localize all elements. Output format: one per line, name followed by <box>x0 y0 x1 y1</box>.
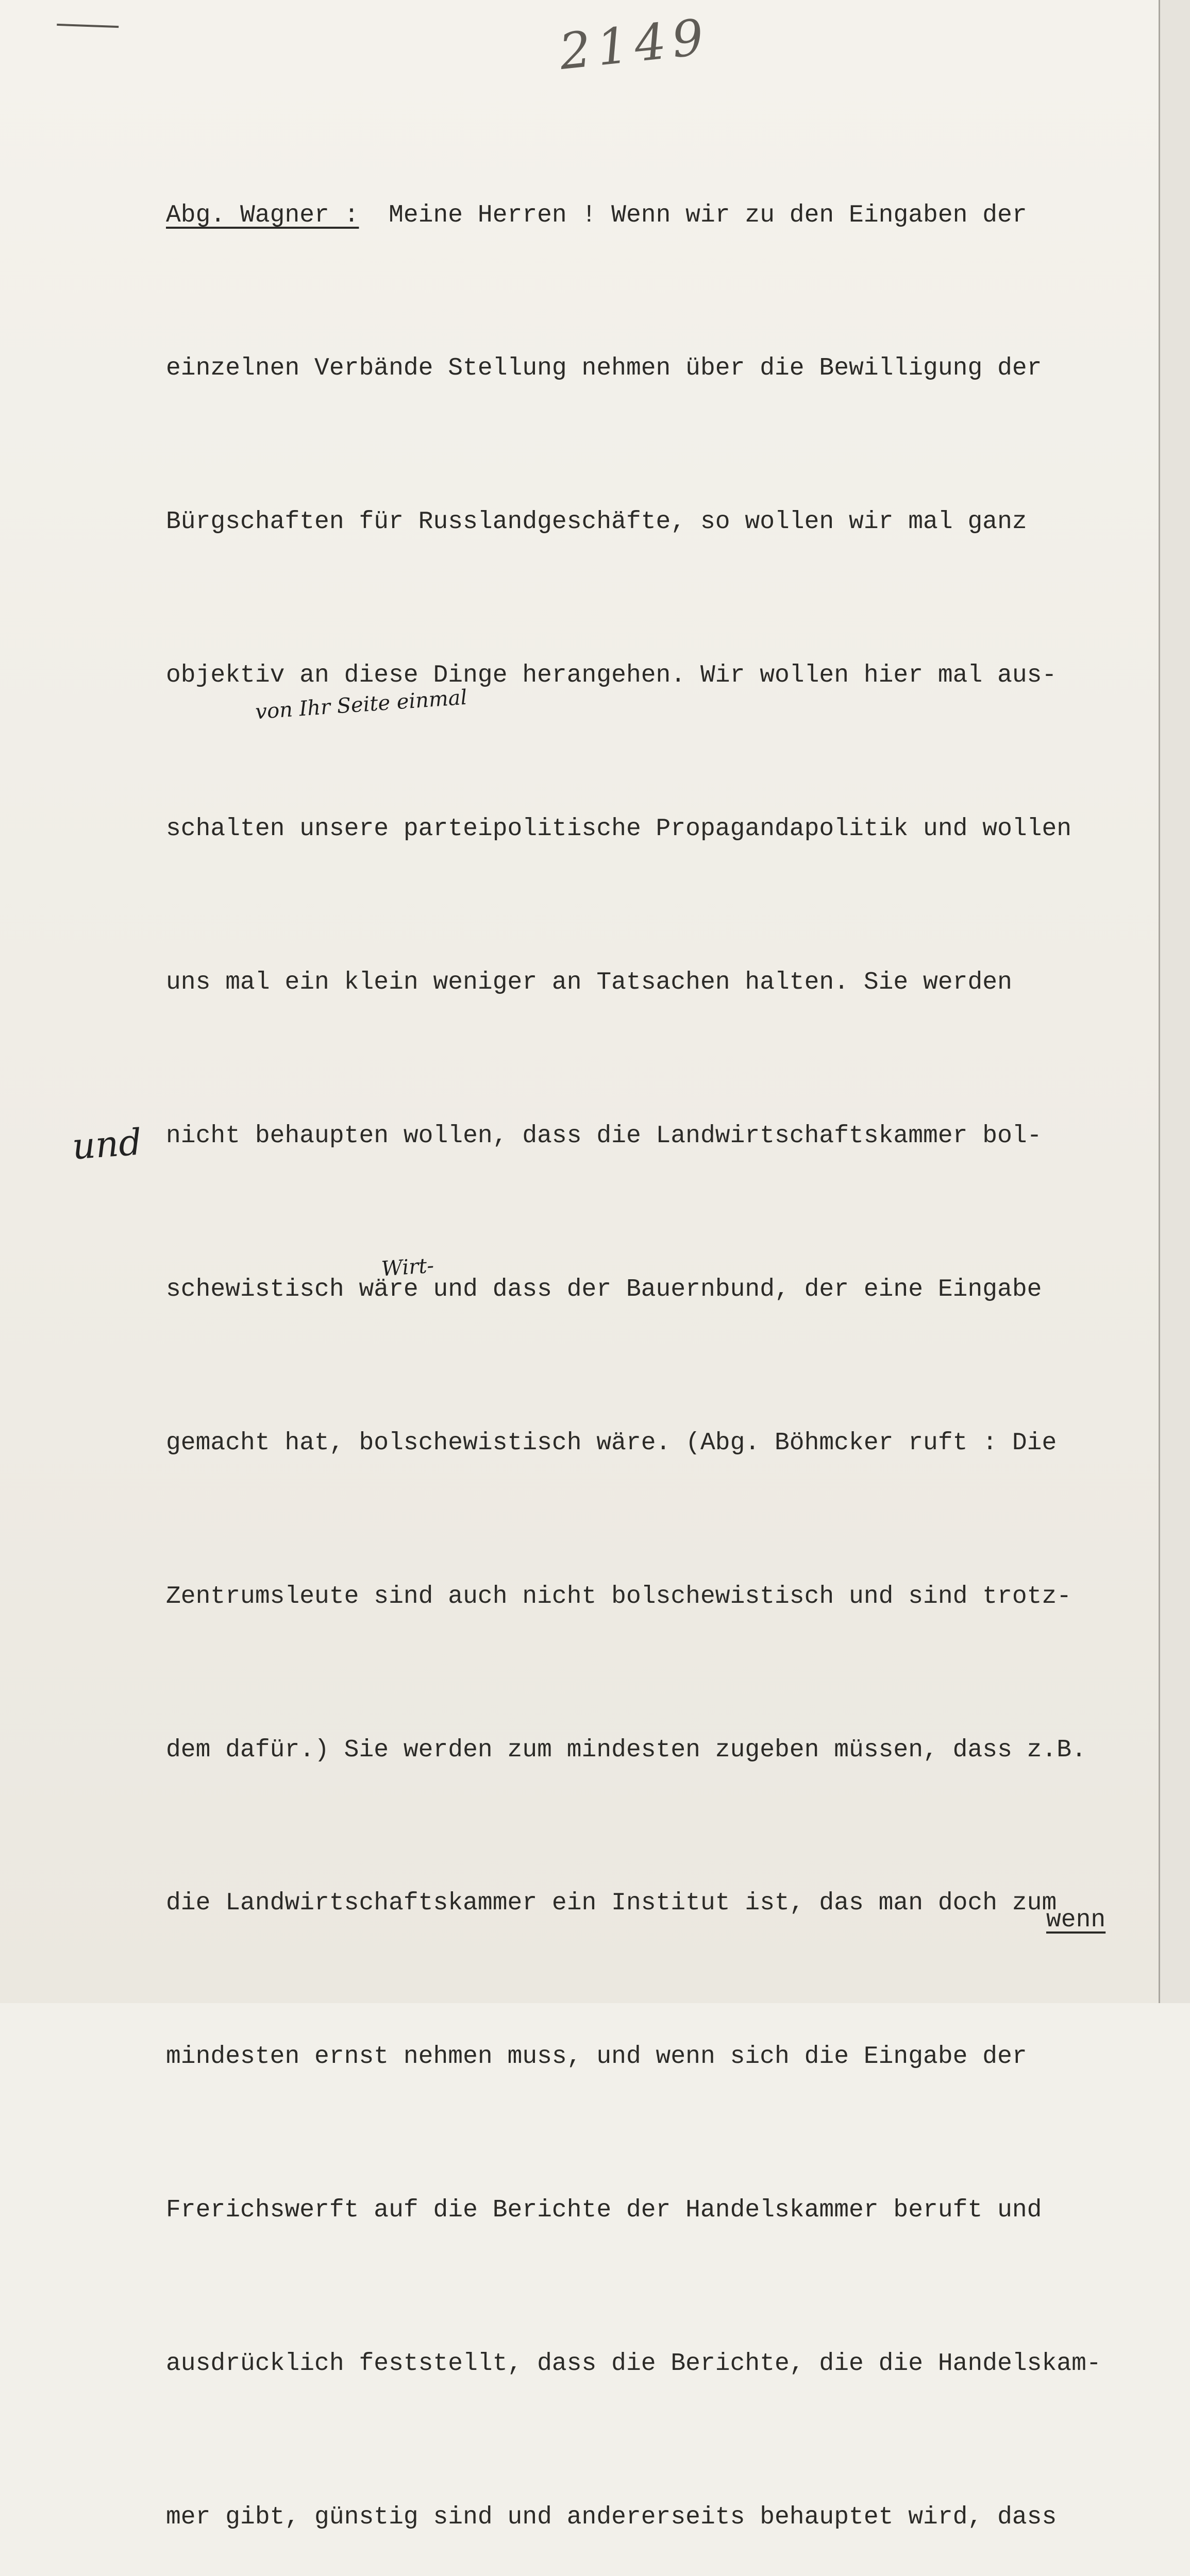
page-edge-line <box>1159 0 1160 2003</box>
text-line: Frerichswerft auf die Berichte der Handelskammer beruft und <box>166 2196 1042 2225</box>
text-line: schewistisch wäre und dass der Bauernbund, der eine Eingabe <box>166 1275 1042 1303</box>
handwritten-page-number: 2149 <box>556 8 713 81</box>
text-line: einzelnen Verbände Stellung nehmen über die Bewilligung der <box>166 354 1042 383</box>
text-line: gemacht hat, bolschewistisch wäre. (Abg. Böhmcker ruft : Die <box>166 1429 1057 1457</box>
text-line: mer gibt, günstig sind und andererseits behauptet wird, dass <box>166 2503 1057 2531</box>
text-line: mindesten ernst nehmen muss, und wenn sich die Eingabe der <box>166 2043 1027 2071</box>
text-line: Bürgschaften für Russlandgeschäfte, so wollen wir mal ganz <box>166 508 1027 536</box>
line-text: Meine Herren ! Wenn wir zu den Eingaben der <box>389 201 1027 229</box>
handwritten-insertion: Wirt- <box>380 1253 435 1281</box>
text-line: die Landwirtschaftskammer ein Institut ist, das man doch zum <box>166 1889 1057 1918</box>
text-line: nicht behaupten wollen, dass die Landwirtschaftskammer bol- <box>166 1122 1042 1150</box>
corner-pen-mark <box>57 24 119 35</box>
catchword: wenn <box>1046 1906 1106 1934</box>
page-edge-shadow <box>1160 0 1190 2003</box>
text-line: Zentrumsleute sind auch nicht bolschewistisch und sind trotz- <box>166 1582 1072 1611</box>
speaker-label: Abg. Wagner : <box>166 201 359 229</box>
margin-note: und <box>71 1121 143 1168</box>
text-line <box>166 190 1145 241</box>
handwritten-insertion: von Ihr Seite einmal <box>254 685 468 724</box>
transcript-body <box>166 88 1145 2576</box>
text-line: schalten unsere parteipolitische Propagandapolitik und wollen <box>166 815 1072 843</box>
text-line: uns mal ein klein weniger an Tatsachen halten. Sie werden <box>166 969 1012 997</box>
text-line: objektiv an diese Dinge herangehen. Wir wollen hier mal aus- <box>166 662 1057 690</box>
text-line: ausdrücklich feststellt, dass die Berichte, die die Handelskam- <box>166 2350 1101 2378</box>
text-line: dem dafür.) Sie werden zum mindesten zugeben müssen, dass z.B. <box>166 1736 1086 1764</box>
